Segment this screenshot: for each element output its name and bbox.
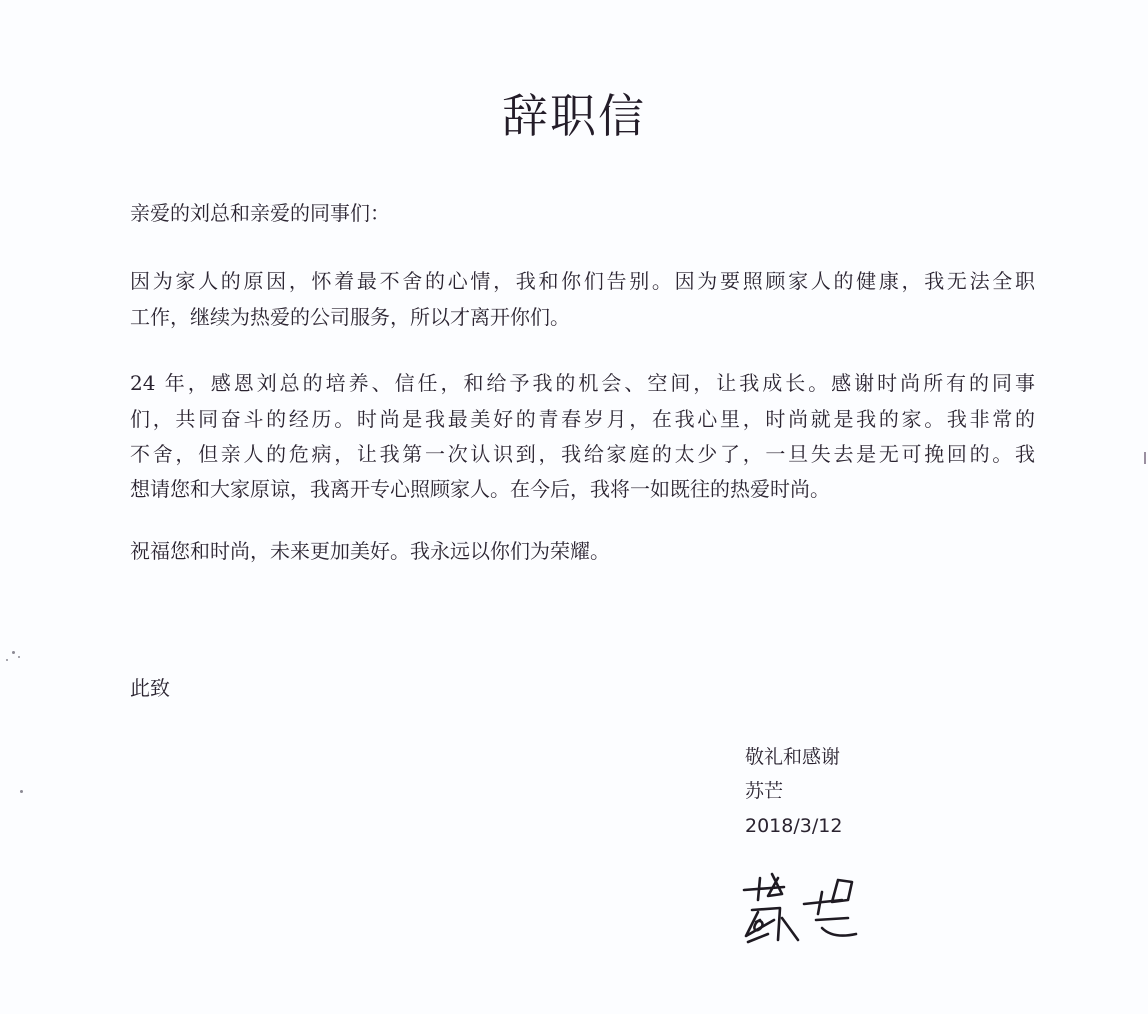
scan-speck: [12, 651, 15, 654]
paragraph-line: 因为家人的原因，怀着最不舍的心情，我和你们告别。因为要照顾家人的健康，我无法全职: [130, 269, 1035, 293]
scan-speck: [20, 790, 23, 793]
paragraph-line: 祝福您和时尚，未来更加美好。我永远以你们为荣耀。: [130, 539, 610, 563]
sender-name: 苏芒: [745, 780, 784, 802]
letter-title: 辞职信: [502, 89, 646, 143]
paragraph-line: 们，共同奋斗的经历。时尚是我最美好的青春岁月，在我心里，时尚就是我的家。我非常的: [130, 407, 1035, 431]
paragraph-line: 不舍，但亲人的危病，让我第一次认识到，我给家庭的太少了，一旦失去是无可挽回的。我: [130, 442, 1035, 466]
scan-speck: [18, 656, 20, 658]
letter-date: 2018/3/12: [745, 815, 843, 837]
salutation: 亲爱的刘总和亲爱的同事们：: [130, 201, 390, 225]
scan-edge-mark: [1144, 452, 1146, 464]
closing-phrase: 此致: [130, 676, 170, 700]
paragraph-line: 工作，继续为热爱的公司服务，所以才离开你们。: [130, 305, 570, 329]
paragraph-line: 想请您和大家原谅，我离开专心照顾家人。在今后，我将一如既往的热爱时尚。: [130, 477, 830, 501]
paragraph-line: 24 年，感恩刘总的培养、信任，和给予我的机会、空间，让我成长。感谢时尚所有的同事: [130, 371, 1035, 395]
handwritten-signature-icon: [738, 870, 868, 950]
scan-speck: [6, 659, 8, 661]
regards: 敬礼和感谢: [745, 746, 841, 768]
